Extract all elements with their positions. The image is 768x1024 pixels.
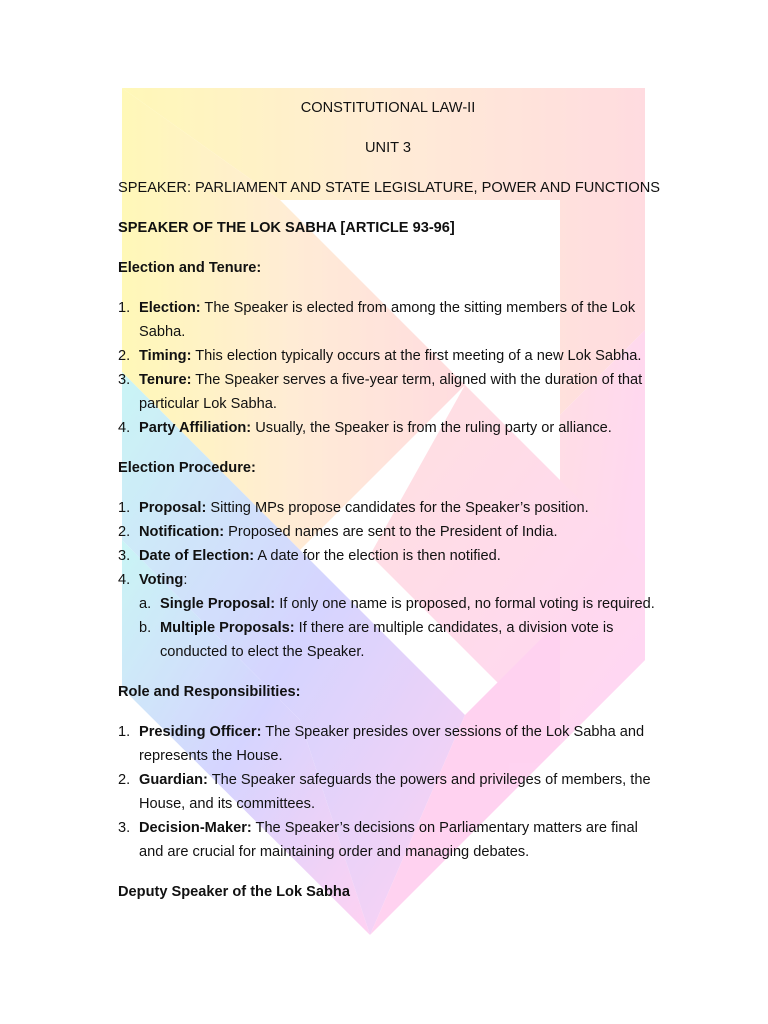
- deputy-speaker-heading: Deputy Speaker of the Lok Sabha: [118, 884, 350, 900]
- course-title: CONSTITUTIONAL LAW-II: [300, 100, 476, 116]
- list-item: 1. Election: The Speaker is elected from among the sitting members of the Lok Sabha.: [118, 300, 636, 340]
- list-item: 4. Voting: a. Single Proposal: If only one name is proposed, no formal voting is required. b. Multiple Proposals: If there are multiple candidates, a division vote is conducted to elect the Speaker.: [118, 568, 658, 664]
- voting-sublist: [139, 592, 658, 664]
- list-item: 1. Presiding Officer: The Speaker presides over sessions of the Lok Sabha and represents the House.: [118, 724, 645, 764]
- role-list: [118, 720, 658, 864]
- list-item: a. Single Proposal: If only one name is proposed, no formal voting is required.: [139, 596, 655, 612]
- section-title: SPEAKER OF THE LOK SABHA [ARTICLE 93-96]: [118, 220, 455, 236]
- topic-title: SPEAKER: PARLIAMENT AND STATE LEGISLATURE, POWER AND FUNCTIONS: [118, 180, 660, 196]
- election-procedure-heading: Election Procedure:: [118, 460, 256, 476]
- document-page: [118, 96, 658, 920]
- list-item: 3. Decision-Maker: The Speaker’s decisions on Parliamentary matters are final and are crucial for maintaining order and managing debates.: [118, 820, 638, 860]
- election-tenure-heading: Election and Tenure:: [118, 260, 262, 276]
- list-item: 1. Proposal: Sitting MPs propose candidates for the Speaker’s position.: [118, 500, 589, 516]
- list-item: 2. Notification: Proposed names are sent to the President of India.: [118, 524, 558, 540]
- list-item: 4. Party Affiliation: Usually, the Speaker is from the ruling party or alliance.: [118, 420, 612, 436]
- unit-title: UNIT 3: [365, 140, 411, 156]
- election-procedure-list: [118, 496, 658, 664]
- list-item: 2. Guardian: The Speaker safeguards the powers and privileges of members, the House, and its committees.: [118, 772, 651, 812]
- list-item: 3. Tenure: The Speaker serves a five-year term, aligned with the duration of that particular Lok Sabha.: [118, 372, 643, 412]
- list-item: b. Multiple Proposals: If there are multiple candidates, a division vote is conducted to elect the Speaker.: [139, 620, 614, 660]
- list-item: 2. Timing: This election typically occurs at the first meeting of a new Lok Sabha.: [118, 348, 642, 364]
- role-heading: Role and Responsibilities:: [118, 684, 301, 700]
- list-item: 3. Date of Election: A date for the election is then notified.: [118, 548, 501, 564]
- election-tenure-list: [118, 296, 658, 440]
